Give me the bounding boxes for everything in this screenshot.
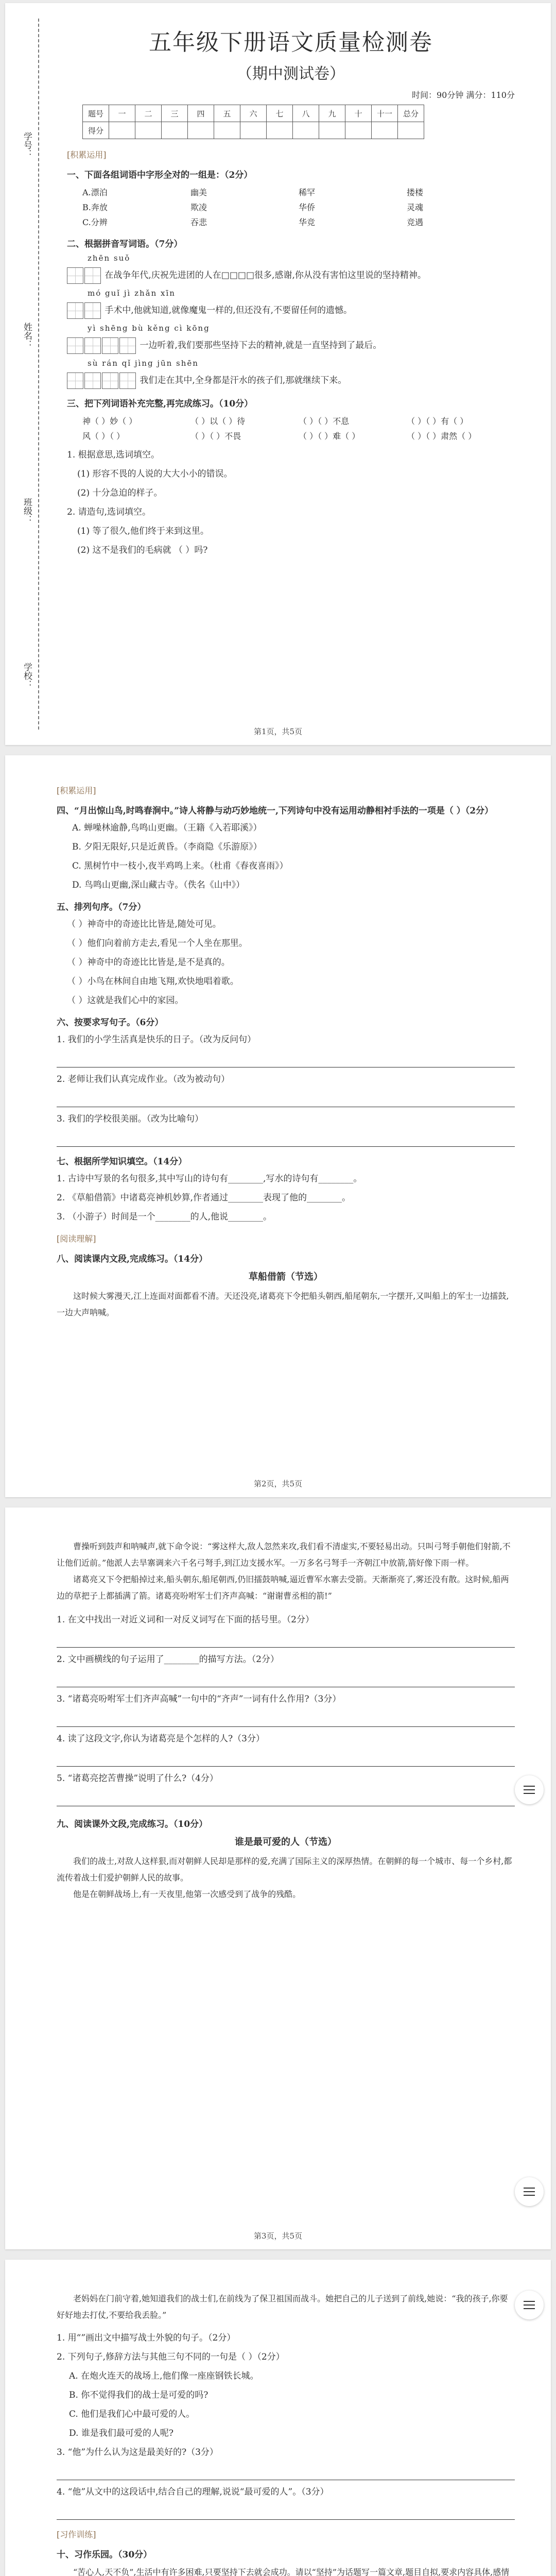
score-cell: 五 bbox=[214, 105, 240, 122]
essay-prompt: “苦心人,天不负”,生活中有许多困难,只要坚持下去就会成功。请以“坚持”为话题写一篇文章,题目自拟,要求内容具体,感情 bbox=[73, 2567, 510, 2576]
option-text: 稀罕 bbox=[299, 188, 316, 197]
tianzige-box[interactable] bbox=[84, 372, 101, 389]
answer-line[interactable] bbox=[57, 1711, 515, 1727]
score-cell: 三 bbox=[162, 105, 188, 122]
option-text: 华侨 bbox=[299, 202, 316, 212]
answer-line[interactable] bbox=[57, 1131, 515, 1147]
answer-line[interactable] bbox=[57, 1751, 515, 1767]
reading-question: 5. “诸葛亮挖苦曹操”说明了什么?（4分） bbox=[57, 1773, 218, 1784]
score-input-cell[interactable] bbox=[267, 122, 293, 139]
passage-paragraph: 这时候大雾漫天,江上连面对面都看不清。天还没亮,诸葛亮下令把船头朝西,船尾朝东,一字摆开,又叫船上的军士一边擂鼓,一边大声呐喊。 bbox=[57, 1291, 509, 1317]
tianzige-box[interactable] bbox=[67, 267, 83, 284]
section-label: [积累运用] bbox=[67, 150, 107, 160]
option-text: A.漂泊 bbox=[82, 188, 108, 197]
side-label-name: 姓名： bbox=[22, 323, 32, 349]
page-3 bbox=[5, 1507, 551, 2249]
score-cell: 二 bbox=[135, 105, 162, 122]
menu-button[interactable] bbox=[515, 2291, 544, 2319]
question-6-item: 2. 老师让我们认真完成作业。（改为被动句） bbox=[57, 1074, 230, 1084]
word-blank[interactable]: 神（ ）妙（ ） bbox=[82, 416, 137, 426]
page-number: 第3页，共5页 bbox=[253, 2231, 303, 2241]
score-input-cell[interactable] bbox=[319, 122, 345, 139]
reading-question: 3. “诸葛亮吩咐军士们齐声高喊”一句中的“齐声”一词有什么作用?（3分） bbox=[57, 1694, 341, 1704]
option-text: 吞悲 bbox=[190, 217, 207, 227]
answer-line[interactable] bbox=[57, 1052, 515, 1067]
page-4 bbox=[5, 2260, 551, 2576]
question-3-sub: (1) 等了很久,他们终于来到这里。 bbox=[77, 526, 209, 536]
tianzige-box[interactable] bbox=[119, 337, 136, 354]
answer-line[interactable] bbox=[57, 1632, 515, 1648]
option-text: C.分辨 bbox=[82, 217, 108, 227]
option-text: 欺凌 bbox=[190, 202, 207, 212]
menu-button[interactable] bbox=[515, 1775, 544, 1804]
question-7-item[interactable]: 3. （小游子）时间是一个________的人,他说________。 bbox=[57, 1212, 272, 1222]
passage-title: 谁是最可爱的人（节选） bbox=[235, 1837, 337, 1848]
reading-question: 1. 在文中找出一对近义词和一对反义词写在下面的括号里。（2分） bbox=[57, 1615, 314, 1625]
score-cell: 八 bbox=[293, 105, 319, 122]
reading-question: 2. 下列句子,修辞方法与其他三句不同的一句是（ ）（2分） bbox=[57, 2352, 285, 2362]
score-table bbox=[82, 105, 424, 139]
tianzige-box[interactable] bbox=[102, 372, 118, 389]
score-input-cell[interactable] bbox=[372, 122, 398, 139]
word-blank[interactable]: （ ）（ ）不畏 bbox=[190, 431, 241, 441]
option-text: C. 他们是我们心中最可爱的人。 bbox=[69, 2409, 195, 2419]
question-1-title: 一、下面各组词语中字形全对的一组是：（2分） bbox=[67, 170, 253, 180]
reading-question: 1. 用“”画出文中描写战士外貌的句子。（2分） bbox=[57, 2333, 236, 2343]
ordering-line[interactable]: （ ）小鸟在林间自由地飞翔,欢快地唱着歌。 bbox=[67, 976, 239, 987]
answer-line[interactable] bbox=[57, 2464, 515, 2480]
section-label: [积累运用] bbox=[57, 786, 96, 795]
score-input-cell[interactable] bbox=[109, 122, 135, 139]
score-input-cell[interactable] bbox=[214, 122, 240, 139]
question-2-line bbox=[67, 372, 515, 389]
tianzige-box[interactable] bbox=[84, 302, 101, 319]
side-label-student-id: 学号： bbox=[22, 132, 32, 158]
side-label-class: 班级： bbox=[22, 498, 32, 524]
score-table-score-row bbox=[83, 122, 424, 139]
score-cell: 十一 bbox=[372, 105, 398, 122]
score-cell: 四 bbox=[188, 105, 214, 122]
option-text: 华竞 bbox=[299, 217, 316, 227]
ordering-line[interactable]: （ ）神奇中的奇迹比比皆是,是不是真的。 bbox=[67, 957, 230, 968]
tianzige-box[interactable] bbox=[67, 372, 83, 389]
score-cell: 题号 bbox=[83, 105, 109, 122]
question-3-words bbox=[82, 413, 515, 443]
hamburger-icon bbox=[524, 2191, 535, 2192]
menu-button[interactable] bbox=[515, 2177, 544, 2206]
score-cell: 一 bbox=[109, 105, 135, 122]
time-info: 时间：90分钟 满分：110分 bbox=[412, 90, 515, 100]
exam-subtitle: （期中测试卷） bbox=[237, 65, 345, 83]
score-cell: 得分 bbox=[83, 122, 109, 139]
question-9-title: 九、阅读课外文段,完成练习。（10分） bbox=[57, 1819, 208, 1829]
tianzige-box[interactable] bbox=[67, 302, 83, 319]
option-text: D. 鸟鸣山更幽,深山藏古寺。（佚名《山中》） bbox=[72, 880, 245, 890]
answer-line[interactable] bbox=[57, 1790, 515, 1806]
question-2-sentence: 在战争年代,庆祝先进团的人在□□□□很多,感谢,你从没有害怕这里说的坚持精神。 bbox=[105, 270, 426, 281]
score-cell: 十 bbox=[345, 105, 372, 122]
score-input-cell[interactable] bbox=[162, 122, 188, 139]
word-blank[interactable]: （ ）（ ）难（ ） bbox=[299, 431, 360, 441]
option-text: 搂楼 bbox=[407, 188, 424, 197]
option-text: B. 你不觉得我们的战士是可爱的吗? bbox=[69, 2390, 208, 2400]
tianzige-box[interactable] bbox=[84, 267, 101, 284]
question-7-title: 七、根据所学知识填空。（14分） bbox=[57, 1157, 187, 1167]
score-cell: 总分 bbox=[398, 105, 424, 122]
score-cell: 七 bbox=[267, 105, 293, 122]
question-6-title: 六、按要求写句子。（6分） bbox=[57, 1018, 164, 1028]
hamburger-icon bbox=[524, 1789, 535, 1790]
passage-paragraph: 曹操听到鼓声和呐喊声,就下命令说：“雾这样大,敌人忽然来攻,我们看不清虚实,不要轻易出动。只叫弓弩手朝他们射箭,不让他们近前。”他派人去旱寨调来六千名弓弩手,到江边支援水军。一万多名弓弩手一齐朝江中放箭,箭好像下雨一样。 bbox=[57, 1541, 511, 1568]
question-2-sentence: 手术中,他就知道,就像魔鬼一样的,但还没有,不要留任何的遗憾。 bbox=[105, 305, 353, 316]
hamburger-icon bbox=[524, 2304, 535, 2306]
ordering-line[interactable]: （ ）这就是我们心中的家园。 bbox=[67, 995, 184, 1006]
binding-line bbox=[38, 19, 39, 730]
score-input-cell[interactable] bbox=[345, 122, 372, 139]
passage-title: 草船借箭（节选） bbox=[249, 1272, 323, 1282]
reading-question: 2. 文中画横线的句子运用了________的描写方法。（2分） bbox=[57, 1654, 279, 1665]
answer-line[interactable] bbox=[57, 1091, 515, 1107]
side-label-school: 学校： bbox=[22, 663, 32, 689]
section-label: [习作训练] bbox=[57, 2530, 96, 2539]
question-3-sub: 2. 请造句,选词填空。 bbox=[67, 507, 151, 517]
pinyin-text: sù rán qǐ jìng jūn shēn bbox=[88, 359, 199, 368]
option-text: A. 蝉噪林逾静,鸟鸣山更幽。（王籍《入若耶溪》） bbox=[72, 823, 262, 833]
pinyin-text: zhēn suǒ bbox=[88, 253, 131, 263]
question-5-title: 五、排列句序。（7分） bbox=[57, 902, 146, 912]
score-input-cell[interactable] bbox=[135, 122, 162, 139]
question-4-title: 四、“月出惊山鸟,时鸣春涧中。”诗人将静与动巧妙地统一,下列诗句中没有运用动静相衬手法的一项是（ ）（2分） bbox=[57, 806, 494, 816]
question-2-sentence: 一边听着,我们要那些坚持下去的精神,就是一直坚持到了最后。 bbox=[140, 340, 382, 351]
score-cell: 六 bbox=[240, 105, 267, 122]
question-2-title: 二、根据拼音写词语。（7分） bbox=[67, 239, 183, 249]
tianzige-box[interactable] bbox=[119, 372, 136, 389]
question-2-line bbox=[67, 302, 515, 319]
passage-paragraph: 诸葛亮又下令把船掉过来,船头朝东,船尾朝西,仍旧擂鼓呐喊,逼近曹军水寨去受箭。天渐渐亮了,雾还没有散。这时候,船两边的草把子上都插满了箭。诸葛亮吩咐军士们齐声高喊：“谢谢曹丞相的箭!” bbox=[57, 1574, 509, 1601]
pinyin-text: mó guǐ jì zhǎn xīn bbox=[88, 289, 176, 298]
score-input-cell[interactable] bbox=[293, 122, 319, 139]
option-text: 竞遇 bbox=[407, 217, 424, 227]
score-table-header-row bbox=[83, 105, 424, 122]
reading-question: 3. “他”为什么认为这是最美好的?（3分） bbox=[57, 2447, 218, 2458]
question-3-sub: (2) 这不是我们的毛病就 （ ）吗? bbox=[77, 545, 208, 555]
passage-paragraph: 我们的战士,对敌人这样狠,而对朝鲜人民却是那样的爱,充满了国际主义的深厚热情。在朝鲜的每一个城市、每一个乡村,都流传着战士们爱护朝鲜人民的故事。 bbox=[57, 1856, 512, 1883]
page-number: 第1页，共5页 bbox=[253, 727, 303, 736]
word-blank[interactable]: （ ）（ ）肃然（ ） bbox=[407, 431, 477, 441]
answer-line[interactable] bbox=[57, 1671, 515, 1687]
question-3-sub: (2) 十分急迫的样子。 bbox=[77, 488, 163, 498]
option-text: B.奔放 bbox=[82, 202, 108, 212]
tianzige-box[interactable] bbox=[67, 337, 83, 354]
ordering-line[interactable]: （ ）神奇中的奇迹比比皆是,随处可见。 bbox=[67, 919, 221, 929]
tianzige-box[interactable] bbox=[102, 337, 118, 354]
page-1 bbox=[5, 3, 551, 745]
word-blank[interactable]: （ ）（ ）不息 bbox=[299, 416, 350, 426]
section-label: [阅读理解] bbox=[57, 1234, 96, 1244]
option-text: A. 在炮火连天的战场上,他们像一座座钢铁长城。 bbox=[69, 2371, 259, 2381]
passage-paragraph: 他是在朝鲜战场上,有一天夜里,他第一次感受到了战争的残酷。 bbox=[73, 1889, 301, 1899]
option-text: D. 谁是我们最可爱的人呢? bbox=[69, 2428, 173, 2438]
score-input-cell[interactable] bbox=[188, 122, 214, 139]
pinyin-text: yì shēng bù kěng cì kōng bbox=[88, 324, 210, 333]
question-2-line bbox=[67, 337, 515, 354]
option-text: B. 夕阳无限好,只是近黄昏。（李商隐《乐游原》） bbox=[72, 842, 262, 852]
question-3-title: 三、把下列词语补充完整,再完成练习。（10分） bbox=[67, 399, 253, 409]
word-blank[interactable]: 风（ ）（ ） bbox=[82, 431, 125, 441]
question-10-title: 十、习作乐园。（30分） bbox=[57, 2550, 152, 2560]
answer-line[interactable] bbox=[57, 2504, 515, 2520]
word-blank[interactable]: （ ）以（ ）待 bbox=[190, 416, 246, 426]
question-6-item: 3. 我们的学校很美丽。（改为比喻句） bbox=[57, 1114, 204, 1124]
question-3-sub: 1. 根据意思,选词填空。 bbox=[67, 450, 160, 460]
reading-question: 4. 读了这段文字,你认为诸葛亮是个怎样的人?（3分） bbox=[57, 1734, 265, 1744]
option-text: C. 黑树竹中一枝小,夜半鸡鸣上来。（杜甫《春夜喜雨》） bbox=[72, 861, 288, 871]
score-input-cell[interactable] bbox=[240, 122, 267, 139]
ordering-line[interactable]: （ ）他们向着前方走去,看见一个人坐在那里。 bbox=[67, 938, 248, 948]
score-cell: 九 bbox=[319, 105, 345, 122]
question-7-item[interactable]: 2. 《草船借箭》中诸葛亮神机妙算,作者通过________表现了他的________。 bbox=[57, 1193, 351, 1203]
word-blank[interactable]: （ ）（ ）有（ ） bbox=[407, 416, 468, 426]
question-1-options bbox=[82, 184, 515, 229]
question-8-title: 八、阅读课内文段,完成练习。（14分） bbox=[57, 1254, 208, 1264]
passage-paragraph: 老妈妈在门前守着,她知道我们的战士们,在前线为了保卫祖国而战斗。她把自己的儿子送到了前线,她说：“我的孩子,你要好好地去打仗,不要给我丢脸。” bbox=[57, 2294, 508, 2320]
page-number: 第2页，共5页 bbox=[253, 1479, 303, 1488]
exam-title: 五年级下册语文质量检测卷 bbox=[149, 29, 433, 56]
question-7-item[interactable]: 1. 古诗中写景的名句很多,其中写山的诗句有________,写水的诗句有________。 bbox=[57, 1174, 362, 1184]
reading-question: 4. “他”从文中的这段话中,结合自己的理解,说说“最可爱的人”。（3分） bbox=[57, 2487, 329, 2497]
question-2-line bbox=[67, 267, 515, 284]
question-6-item: 1. 我们的小学生活真是快乐的日子。（改为反问句） bbox=[57, 1035, 256, 1045]
question-3-sub: (1) 形容不畏的人说的大大小小的错误。 bbox=[77, 469, 233, 479]
option-text: 幽美 bbox=[190, 188, 207, 197]
score-input-cell[interactable] bbox=[398, 122, 424, 139]
tianzige-box[interactable] bbox=[84, 337, 101, 354]
page-2 bbox=[5, 755, 551, 1497]
option-text: 灵魂 bbox=[407, 202, 424, 212]
question-2-sentence: 我们走在其中,全身都是汗水的孩子们,那就继续下来。 bbox=[140, 375, 347, 386]
